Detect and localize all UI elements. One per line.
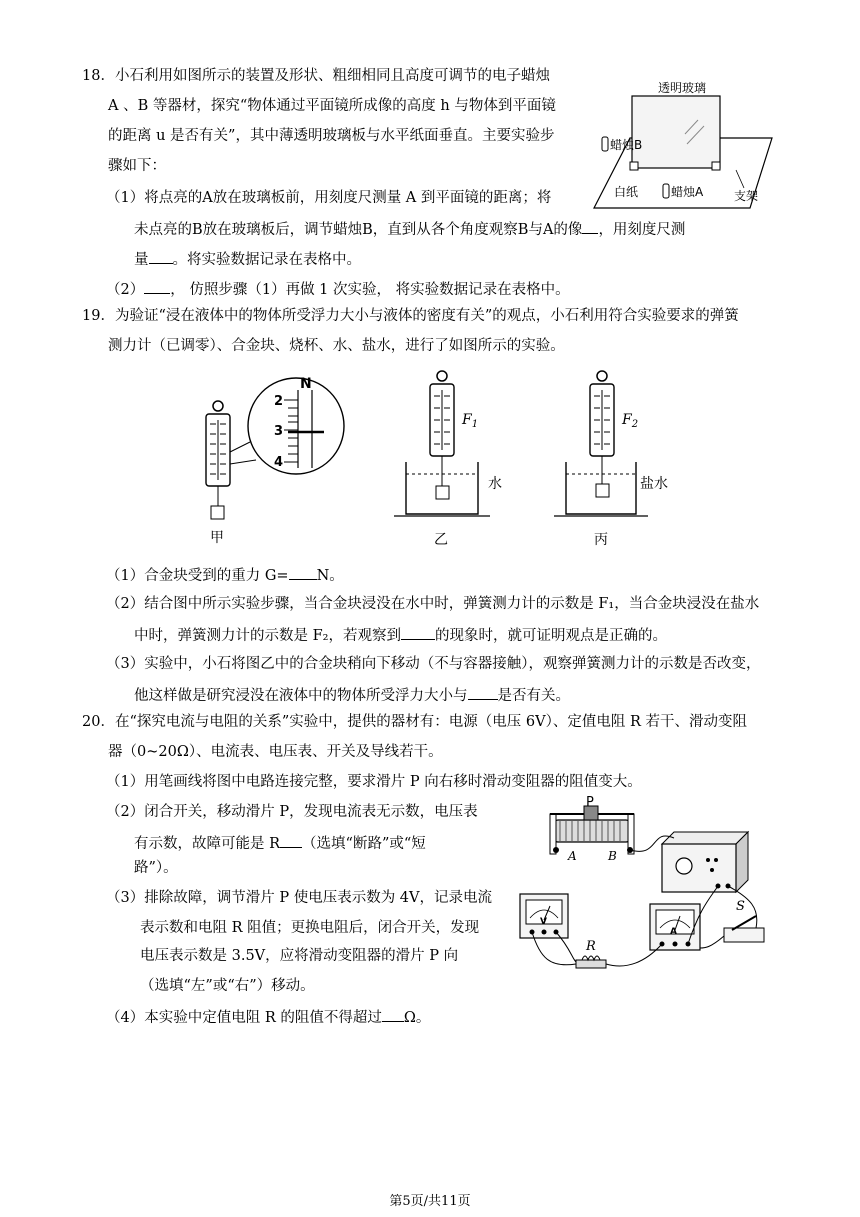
- tick-3: 3: [274, 424, 284, 439]
- q20-circuit-figure: [510, 795, 780, 988]
- answer-blank[interactable]: [582, 218, 598, 234]
- q19-sub2-line-1: （2）结合图中所示实验步骤，当合金块浸没在水中时，弹簧测力计的示数是 F₁，当合金块浸没在盐水: [106, 596, 760, 612]
- label-candle-b: 蜡烛B: [610, 138, 643, 152]
- answer-blank[interactable]: [280, 832, 302, 848]
- q20-sub4: （4）本实验中定值电阻 R 的阻值不得超过 Ω。: [106, 1006, 430, 1028]
- q19-buoyancy-figure: [180, 364, 668, 554]
- q18-step1-line-1: （1）将点亮的A放在玻璃板前，用刻度尺测量 A 到平面镜的距离；将: [106, 190, 552, 206]
- q20-sub2-line-2: 有示数，故障可能是 R （选填“断路”或“短: [134, 832, 426, 854]
- label-brine: 盐水: [640, 476, 668, 492]
- label-stand: 支架: [734, 189, 759, 203]
- answer-blank[interactable]: [144, 278, 170, 294]
- q19-sub3-line-1: （3）实验中，小石将图乙中的合金块稍向下移动（不与容器接触），观察弹簧测力计的示数是否改变，: [106, 656, 761, 672]
- q20-sub3-line-3: 电压表示数是 3.5V，应将滑动变阻器的滑片 P 向: [140, 948, 459, 964]
- label-N: N: [300, 376, 312, 392]
- answer-blank[interactable]: [468, 684, 498, 700]
- q20-sub3-line-1: （3）排除故障，调节滑片 P 使电压表示数为 4V，记录电流: [106, 890, 493, 906]
- q19-stem-line-1: 19．为验证“浸在液体中的物体所受浮力大小与液体的密度有关”的观点，小石利用符合实验要求的弹簧: [82, 308, 739, 324]
- label-F1: F: [462, 412, 472, 428]
- q19-stem-line-2: 测力计（已调零）、合金块、烧杯、水、盐水，进行了如图所示的实验。: [108, 338, 565, 354]
- q20-stem-line-2: 器（0~20Ω）、电流表、电压表、开关及导线若干。: [108, 744, 443, 760]
- label-F2-sub: 2: [631, 419, 639, 430]
- page-footer: 第5页/共11页: [389, 1194, 471, 1209]
- q19-sub2-line-2: 中时，弹簧测力计的示数是 F₂，若观察到 的现象时，就可证明观点是正确的。: [134, 624, 667, 646]
- q19-sub1: （1）合金块受到的重力 G= N。: [106, 564, 344, 586]
- svg-text:F2: [621, 412, 638, 430]
- label-terminal-B: B: [608, 849, 617, 863]
- q18-step2: （2） ， 仿照步骤（1）再做 1 次实验， 将实验数据记录在表格中。: [106, 278, 570, 300]
- q20-stem-line-1: 20．在“探究电流与电阻的关系”实验中，提供的器材有：电源（电压 6V）、定值电阻 R 若干、滑动变阻: [82, 714, 747, 730]
- label-ammeter: A: [670, 927, 677, 937]
- label-F1-sub: 1: [471, 419, 479, 430]
- q18-stem-line-1: 18．小石利用如图所示的装置及形状、粗细相同且高度可调节的电子蜡烛: [82, 68, 550, 84]
- answer-blank[interactable]: [382, 1006, 404, 1022]
- q20-sub2-line-1: （2）闭合开关，移动滑片 P，发现电流表无示数，电压表: [106, 804, 478, 820]
- tick-4: 4: [274, 455, 284, 470]
- label-terminal-A: A: [568, 849, 577, 863]
- label-switch: S: [736, 899, 745, 914]
- label-paper: 白纸: [614, 185, 639, 199]
- answer-blank[interactable]: [289, 564, 317, 580]
- q18-mirror-figure: [590, 70, 780, 212]
- label-voltmeter: V: [540, 917, 547, 927]
- q20-sub2-line-3: 路”）。: [134, 860, 178, 876]
- answer-blank[interactable]: [401, 624, 435, 640]
- label-candle-a: 蜡烛A: [671, 185, 704, 199]
- label-F2: F: [622, 412, 632, 428]
- answer-blank[interactable]: [149, 248, 173, 264]
- tick-2: 2: [274, 394, 284, 409]
- q18-step1-line-3: 量 。将实验数据记录在表格中。: [134, 248, 361, 270]
- svg-text:F1: [461, 412, 478, 430]
- q20-sub1: （1）用笔画线将图中电路连接完整，要求滑片 P 向右移时滑动变阻器的阻值变大。: [106, 774, 642, 790]
- label-glass: 透明玻璃: [658, 81, 707, 95]
- q18-step1-line-2: 未点亮的B放在玻璃板后，调节蜡烛B，直到从各个角度观察B与A的像 ，用刻度尺测: [134, 218, 685, 240]
- caption-bing: 丙: [594, 532, 608, 548]
- label-resistor: R: [586, 939, 596, 954]
- label-water: 水: [488, 476, 502, 492]
- label-P: P: [586, 795, 594, 810]
- caption-yi: 乙: [434, 532, 448, 548]
- q19-sub3-line-2: 他这样做是研究浸没在液体中的物体所受浮力大小与 是否有关。: [134, 684, 570, 706]
- q20-sub3-line-2: 表示数和电阻 R 阻值；更换电阻后，闭合开关，发现: [140, 920, 480, 936]
- q18-stem-line-3: 的距离 u 是否有关”，其中薄透明玻璃板与水平纸面垂直。主要实验步: [108, 128, 555, 144]
- q18-stem-line-2: A 、B 等器材，探究“物体通过平面镜所成像的高度 h 与物体到平面镜: [108, 98, 556, 114]
- q20-sub3-line-4: （选填“左”或“右”）移动。: [140, 978, 315, 994]
- q18-stem-line-4: 骤如下：: [108, 158, 166, 174]
- caption-jia: 甲: [210, 530, 224, 546]
